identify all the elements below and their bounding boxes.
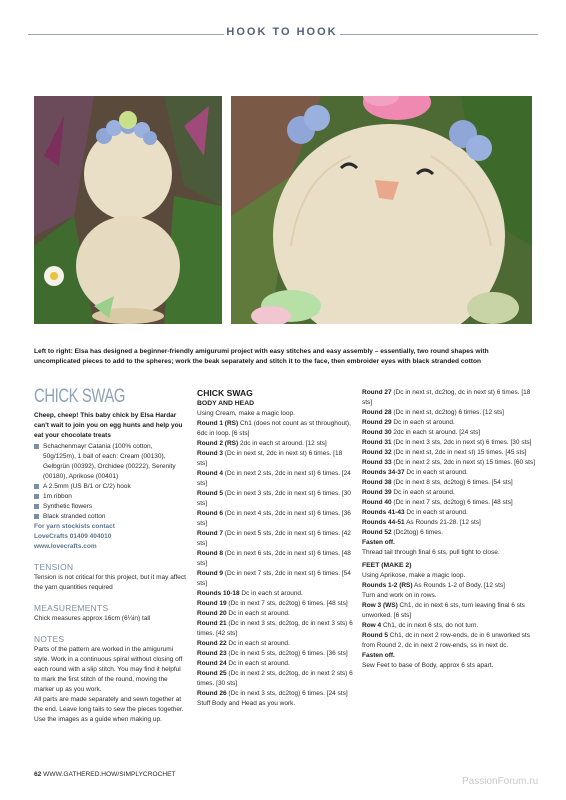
intro-text: Cheep, cheep! This baby chick by Elsa Hardar can't wait to join you on egg hunts and help you eat your chocolate treats <box>34 412 183 439</box>
round-instruction <box>362 508 538 518</box>
body-head-heading: BODY AND HEAD <box>197 400 255 407</box>
round-text: Ch1, dc in next 2 row-ends, dc in 6 unworked sts from Round 2, dc in next 2 row-ends, ss in next dc. <box>362 632 530 649</box>
header-rule-right <box>340 34 538 35</box>
round-label: Round 9 <box>197 570 223 577</box>
fasten-off-text: Fasten off. <box>362 652 395 659</box>
round-instruction <box>197 419 353 439</box>
round-instruction <box>362 498 538 508</box>
feet-heading: FEET (MAKE 2) <box>362 562 412 569</box>
stockists-line: For yarn stockists contact <box>34 523 115 530</box>
round-label: Row 4 <box>362 622 382 629</box>
round-text: (Dc in next 4 sts, 2dc in next st) 6 times. [36 sts] <box>197 510 351 527</box>
notes-text: Parts of the pattern are worked in the amigurumi style. Work in a continuous spiral without closing off each round with a slip stitch. You may find it helpful to mark the first stitch of the round, moving the marker up as you work. <box>34 646 183 693</box>
pattern-heading: CHICK SWAG <box>197 388 253 398</box>
round-label: Round 7 <box>197 530 223 537</box>
round-label: Round 26 <box>197 690 227 697</box>
round-text: Ch1, dc in next 6 sts, do not turn. <box>381 622 479 629</box>
round-instruction <box>197 659 353 669</box>
round-instruction <box>362 488 538 498</box>
round-instruction <box>362 448 538 458</box>
materials-item: 1m ribbon <box>34 492 186 502</box>
notes-heading: NOTES <box>34 634 65 644</box>
round-label: Round 25 <box>197 670 227 677</box>
notes-text: All parts are made separately and sewn together at the end. Leave long tails to sew the pieces together. <box>34 696 184 713</box>
round-text: (Dc in next 3 sts, dc2tog) 6 times. [24 sts] <box>226 690 348 697</box>
round-label: Round 32 <box>362 449 392 456</box>
round-text: (Dc in next 3 sts, 2dc in next st) 6 times. [30 sts] <box>391 439 532 446</box>
round-label: Round 21 <box>197 620 227 627</box>
pattern-column-2 <box>362 388 538 671</box>
round-text: (Dc in next 5 sts, 2dc in next st) 6 times. [42 sts] <box>197 530 351 547</box>
round-text: 2dc in each st around. [12 sts] <box>238 440 327 447</box>
round-label: Round 4 <box>197 470 223 477</box>
round-label: Round 1 (RS) <box>197 420 239 427</box>
bullet-icon <box>34 444 39 449</box>
round-text: (Dc in next 2 sts, 2dc in next st) 6 times. [24 sts] <box>197 470 351 487</box>
pattern-column-1 <box>197 388 353 709</box>
round-instruction <box>197 569 353 589</box>
fasten-off-text: Fasten off. <box>362 539 395 546</box>
stockists-phone: LoveCrafts 01409 404010 <box>34 533 112 540</box>
round-instruction <box>197 669 353 689</box>
round-instruction <box>197 589 353 599</box>
round-label: Round 39 <box>362 489 392 496</box>
running-header <box>0 26 566 44</box>
round-instruction <box>362 438 538 448</box>
round-instruction <box>197 609 353 619</box>
round-text: (Dc in next 3 sts, 2dc in next st) 6 times. [30 sts] <box>197 490 351 507</box>
round-label: Round 6 <box>197 510 223 517</box>
round-label: Rounds 34-37 <box>362 469 405 476</box>
round-label: Round 27 <box>362 389 392 396</box>
round-text: As Rounds 1-2 of Body. [12 sts] <box>412 582 505 589</box>
bullet-icon <box>34 484 39 489</box>
round-text: Turn and work on in rows. <box>362 592 437 599</box>
bullet-icon <box>34 494 39 499</box>
header-rule-left <box>28 34 224 35</box>
round-label: Round 5 <box>197 490 223 497</box>
round-instruction <box>362 388 538 408</box>
photo-chick-back <box>34 96 222 324</box>
round-instruction <box>197 489 353 509</box>
round-instruction <box>362 518 538 528</box>
round-text: Ch1 (does not count as st throughout), 6dc in loop. [6 sts] <box>197 420 351 437</box>
round-text: Ch1, dc in next 6 sts, turn leaving final 6 sts unworked. [6 sts] <box>362 602 525 619</box>
round-label: Round 38 <box>362 479 392 486</box>
page-number: 62 <box>34 771 42 778</box>
round-label: Round 22 <box>197 640 227 647</box>
round-text: (Dc in next 7 sts, 2dc in next st) 6 times. [54 sts] <box>197 570 351 587</box>
round-instruction <box>197 639 353 649</box>
round-label: Round 20 <box>197 610 227 617</box>
round-instruction <box>362 528 538 538</box>
stockists-url[interactable]: www.lovecrafts.com <box>34 543 97 550</box>
materials-item: Synthetic flowers <box>34 502 186 512</box>
round-instruction <box>197 549 353 569</box>
round-instruction <box>362 468 538 478</box>
round-text: As Rounds 21-28. [12 sts] <box>404 519 481 526</box>
round-instruction <box>362 621 538 631</box>
round-label: Round 23 <box>197 650 227 657</box>
round-label: Round 30 <box>362 429 392 436</box>
round-label: Round 19 <box>197 600 227 607</box>
round-instruction <box>197 689 353 699</box>
tension-heading: TENSION <box>34 562 74 572</box>
watermark: PassionForum.ru <box>462 776 539 787</box>
round-label: Rounds 44-51 <box>362 519 405 526</box>
round-instruction <box>362 601 538 621</box>
pattern-title: CHICK SWAG <box>34 386 126 407</box>
round-label: Rounds 10-18 <box>197 590 240 597</box>
measurements-heading: MEASUREMENTS <box>34 603 109 613</box>
round-text: (Dc in next 3 sts, dc2tog, dc in next 3 sts) 6 times. [42 sts] <box>197 620 353 637</box>
round-instruction <box>197 439 353 449</box>
round-text: Dc in each st around. <box>404 509 468 516</box>
tension-text: Tension is not critical for this project, but it may affect the yarn quantities required <box>34 574 186 591</box>
round-instruction <box>362 581 538 591</box>
pattern-line: Using Cream, make a magic loop. <box>197 410 295 417</box>
round-label: Round 29 <box>362 419 392 426</box>
round-instruction <box>197 649 353 659</box>
materials-item: Black stranded cotton <box>34 512 186 522</box>
round-text: Dc in each st around. <box>226 610 290 617</box>
round-text: (Dc in next st, dc2tog, dc in next st) 6 times. [18 sts] <box>362 389 531 406</box>
round-text: Dc in each st around. <box>226 640 290 647</box>
round-text: (Dc in next st, 2dc in next st) 15 times. [45 sts] <box>391 449 527 456</box>
round-text: Dc in each st around. <box>391 419 455 426</box>
round-label: Round 2 (RS) <box>197 440 239 447</box>
notes-text: Use the images as a guide when making up. <box>34 716 162 723</box>
photo-chick-face <box>231 96 532 324</box>
round-text: (Dc in next 6 sts, 2dc in next st) 6 times. [48 sts] <box>197 550 351 567</box>
round-instruction <box>362 418 538 428</box>
round-instruction <box>362 478 538 488</box>
round-text: Dc in each st around. <box>226 660 290 667</box>
materials-item: Schachenmayr Catania (100% cotton, 50g/125m), 1 ball of each: Cream (00130), Gelbgrün (00392), Orchidee (00222), Serenity (00180), Aprikose (00401) <box>34 442 186 482</box>
round-text: (Dc in next 5 sts, dc2tog) 6 times. [36 sts] <box>226 650 348 657</box>
round-text: (Dc in next st, 2dc in next st) 6 times. [18 sts] <box>197 450 343 467</box>
page-footer <box>34 771 176 778</box>
round-label: Round 3 <box>197 450 223 457</box>
round-label: Round 5 <box>362 632 388 639</box>
round-label: Round 33 <box>362 459 392 466</box>
round-label: Round 40 <box>362 499 392 506</box>
photo-caption: Left to right: Elsa has designed a beginner-friendly amigurumi project with easy stitches and easy assembly – essentially, two round shapes with uncomplicated pieces to add to the spheres; work the beak separately and stitch it to the face, then embroider eyes with black stranded cotton <box>34 348 489 365</box>
round-label: Rounds 1-2 (RS) <box>362 582 413 589</box>
measurements-text: Chick measures approx 16cm (6¼in) tall <box>34 615 151 622</box>
round-instruction <box>362 428 538 438</box>
round-text: (Dc in next st, dc2tog) 6 times. [12 sts] <box>391 409 504 416</box>
pattern-line: Sew Feet to base of Body, approx 6 sts apart. <box>362 662 494 669</box>
round-label: Round 24 <box>197 660 227 667</box>
intro-column <box>34 386 186 725</box>
round-instruction <box>197 469 353 489</box>
round-instruction <box>197 599 353 609</box>
round-text: (Dc in next 8 sts, dc2tog) 6 times. [54 sts] <box>391 479 513 486</box>
round-instruction <box>197 619 353 639</box>
pattern-line: Thread tail through final 6 sts, pull tight to close. <box>362 549 500 556</box>
bullet-icon <box>34 514 39 519</box>
round-instruction <box>362 408 538 418</box>
round-text: (Dc in next 7 sts, dc2tog) 6 times. [48 sts] <box>226 600 348 607</box>
round-text: Dc in each st around. <box>239 590 303 597</box>
pattern-line: Using Aprikose, make a magic loop. <box>362 572 466 579</box>
round-label: Round 8 <box>197 550 223 557</box>
pattern-line: Stuff Body and Head as you work. <box>197 700 296 707</box>
section-title: HOOK TO HOOK <box>226 26 338 38</box>
round-text: (Dc in next 2 sts, dc2tog, dc in next 2 sts) 6 times. [30 sts] <box>197 670 353 687</box>
round-label: Round 52 <box>362 529 392 536</box>
round-instruction <box>197 449 353 469</box>
round-text: Dc in each st around. <box>404 469 468 476</box>
round-instruction <box>197 509 353 529</box>
footer-url[interactable]: WWW.GATHERED.HOW/SIMPLYCROCHET <box>41 771 176 778</box>
round-text: (Dc in next 2 sts, 2dc in next st) 15 times. [60 sts] <box>391 459 536 466</box>
round-text: 2dc in each st around. [24 sts] <box>391 429 481 436</box>
round-text: (Dc in next 7 sts, dc2tog) 6 times. [48 sts] <box>391 499 513 506</box>
round-label: Round 28 <box>362 409 392 416</box>
round-instruction <box>197 529 353 549</box>
bullet-icon <box>34 504 39 509</box>
round-label: Row 3 (WS) <box>362 602 398 609</box>
round-label: Rounds 41-43 <box>362 509 405 516</box>
round-text: Dc in each st around. <box>391 489 455 496</box>
round-label: Round 31 <box>362 439 392 446</box>
round-instruction <box>362 591 538 601</box>
round-instruction <box>362 458 538 468</box>
round-instruction <box>362 631 538 651</box>
materials-item: A 2.5mm (US B/1 or C/2) hook <box>34 482 186 492</box>
round-text: (Dc2tog) 6 times. <box>391 529 443 536</box>
